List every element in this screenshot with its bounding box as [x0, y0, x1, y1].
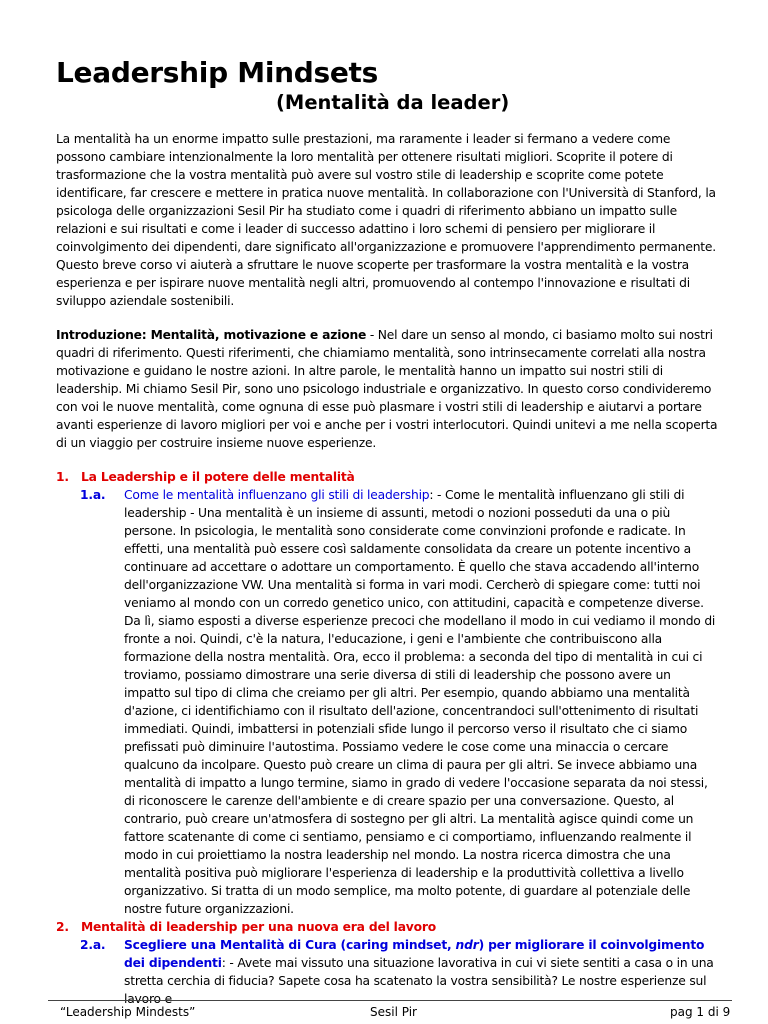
- page-subtitle: (Mentalità da leader): [276, 91, 510, 114]
- footer-course-title: “Leadership Mindests”: [60, 1005, 196, 1019]
- subsection-title-part: Scegliere una Mentalità di Cura (caring mindset,: [124, 938, 456, 952]
- subsection-title-ndr: ndr: [455, 938, 479, 952]
- subsection-title: Come le mentalità influenzano gli stili di leadership: [124, 488, 430, 502]
- introduction-paragraph: [56, 326, 720, 452]
- section-title: Mentalità di leadership per una nuova era del lavoro: [81, 920, 436, 934]
- page-title: Leadership Mindsets: [56, 56, 379, 89]
- subsection-1a: [80, 486, 720, 918]
- footer-divider: [48, 1000, 732, 1001]
- subsection-text: : - Avete mai vissuto una situazione lavorativa in cui vi siete sentiti a casa o in una stretta cerchia di fiducia? Sapete cosa ha scatenato la vostra sensibilità? Le nostre esperienze sul lavoro e: [124, 956, 714, 1006]
- intro-paragraph: La mentalità ha un enorme impatto sulle prestazioni, ma raramente i leader si fermano a vedere come possono cambiare intenzionalmente la loro mentalità per ottenere risultati migliori. Scoprite il potere di trasformazione che la vostra mentalità può avere sul vostro stile di leadership e scoprite come potete identificare, far crescere e mettere in pratica nuove mentalità. In collaborazione con l'Università di Stanford, la psicologa delle organizzazioni Sesil Pir ha studiato come i quadri di riferimento abbiano un impatto sulle relazioni e sui risultati e come i leader di successo adattino i loro schemi di pensiero per migliorare il coinvolgimento dei dipendenti, dare significato all'organizzazione e promuovere l'apprendimento permanente. Questo breve corso vi aiuterà a sfruttare le nuove scoperte per trasformare la vostra mentalità e la vostra esperienza e per ispirare nuove mentalità negli altri, promuovendo al contempo l'innovazione e risultati di sviluppo aziendale sostenibili.: [56, 132, 716, 308]
- subsection-text: : - Come le mentalità influenzano gli stili di leadership - Una mentalità è un insieme di assunti, metodi o nozioni posseduti da una o più persone. In psicologia, le mentalità sono considerate come convinzioni profonde e radicate. In effetti, una mentalità può essere così saldamente consolidata da creare un potente incentivo a continuare ad accettare o adottare un comportamento. È quello che stava accadendo all'interno dell'organizzazione VW. Una mentalità si forma in vari modi. Cercherò di spiegare come: tutti noi veniamo al mondo con un corredo genetico unico, con attitudini, capacità e competenze diverse. Da lì, siamo esposti a diverse esperienze precoci che modellano il modo in cui vediamo il mondo di fronte a noi. Quindi, c'è la natura, l'educazione, i geni e l'ambiente che contribuiscono alla formazione della nostra mentalità. Ora, ecco il problema: a seconda del tipo di mentalità in cui ci troviamo, possiamo dimostrare una serie diversa di stili di leadership che possono avere un impatto sul tipo di clima che creiamo per gli altri. Per esempio, quando abbiamo una mentalità d'azione, ci identifichiamo con il risultato dell'azione, concentrandoci sull'ottenimento di risultati immediati. Quindi, imbattersi in potenziali sfide lungo il percorso verso il risultato che ci siamo prefissati può diminuire l'autostima. Possiamo vedere le cose come una minaccia o cercare qualcuno da incolpare. Questo può creare un clima di paura per gli altri. Se invece abbiamo una mentalità di impatto a lungo termine, siamo in grado di vedere l'occasione separata da noi stessi, di riconoscere le carenze dell'ambiente e di creare spazio per una conversazione. Questo, al contrario, può creare un'atmosfera di sostegno per gli altri. La mentalità agisce quindi come un fattore scatenante di come ci sentiamo, pensiamo e ci comportiamo, influenzando realmente il modo in cui proiettiamo la nostra leadership nel mondo. La nostra ricerca dimostra che una mentalità positiva può migliorare l'esperienza di leadership e la produttività collettiva a livello organizzativo. Si tratta di un modo semplice, ma molto potente, di guardare al potenziale delle nostre future organizzazioni.: [124, 488, 716, 916]
- section-heading-1: [56, 468, 720, 486]
- footer-page-number: pag 1 di 9: [670, 1005, 731, 1019]
- subsection-2a: [80, 936, 720, 1008]
- section-number: 2.: [56, 920, 69, 934]
- page-content: [56, 56, 720, 1008]
- section-number: 1.: [56, 470, 69, 484]
- section-heading-2: [56, 918, 720, 936]
- introduction-text: - Nel dare un senso al mondo, ci basiamo molto sui nostri quadri di riferimento. Questi riferimenti, che chiamiamo mentalità, sono intrinsecamente correlati alla nostra motivazione e guidano le nostre azioni. In altre parole, le mentalità hanno un impatto sui nostri stili di leadership. Mi chiamo Sesil Pir, sono uno psicologo industriale e organizzativo. In questo corso condivideremo con voi le nuove mentalità, come ognuna di esse può plasmare i vostri stili di leadership e aiutarvi a portare avanti esperienze di lavoro migliori per voi e anche per i vostri interlocutori. Quindi unitevi a me nella scoperta di un viaggio per costruire insieme nuove esperienze.: [56, 328, 718, 450]
- subsection-title-part: ) per migliorare il coinvolgimento dei dipendenti: [124, 938, 705, 970]
- footer-author: Sesil Pir: [370, 1005, 417, 1019]
- section-title: La Leadership e il potere delle mentalità: [81, 470, 355, 484]
- subsection-number: 2.a.: [80, 938, 106, 952]
- introduction-heading: Introduzione: Mentalità, motivazione e azione: [56, 328, 367, 342]
- subsection-number: 1.a.: [80, 488, 106, 502]
